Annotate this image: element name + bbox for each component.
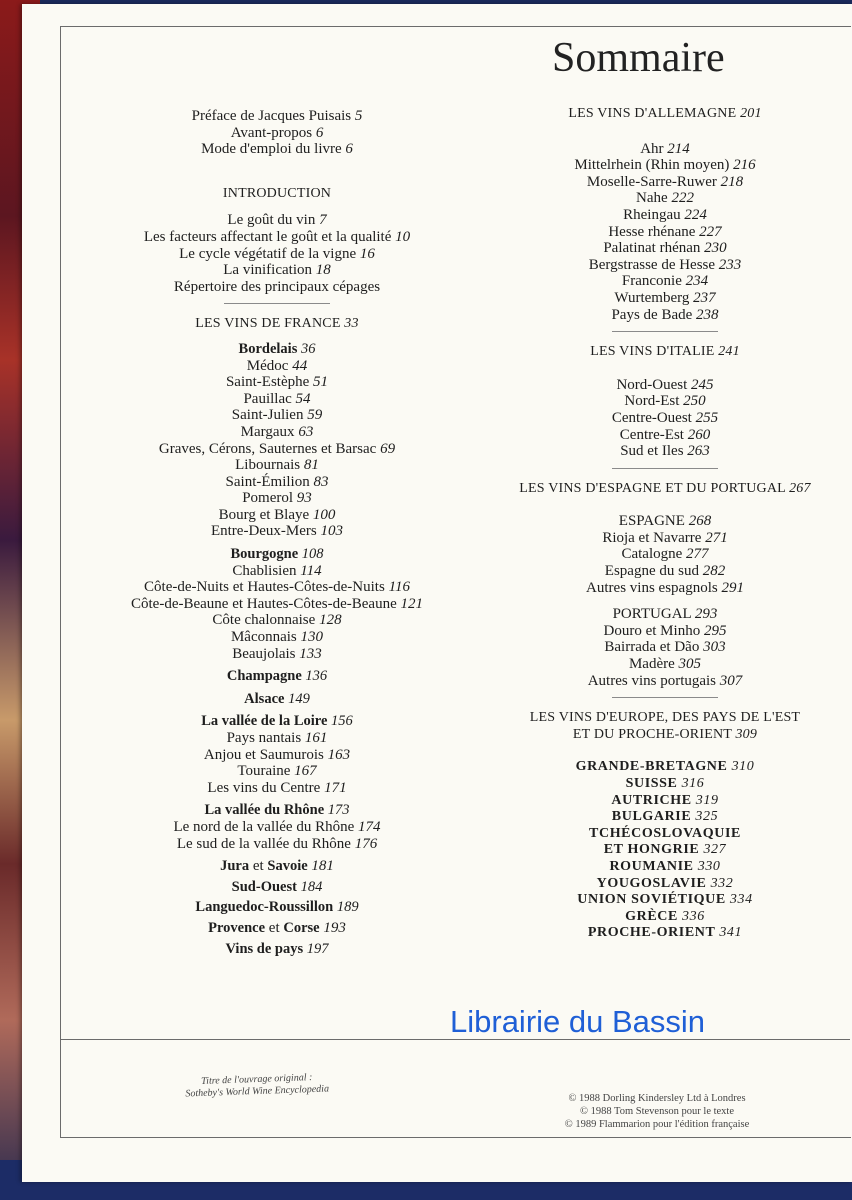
toc-entry: La vinification 18	[223, 262, 331, 279]
region-heading: Sud-Ouest 184	[231, 878, 323, 895]
original-title-value: Sotheby's World Wine Encyclopedia	[185, 1083, 330, 1100]
region-heading: Bourgogne 108	[230, 546, 324, 563]
section-rule	[612, 331, 718, 332]
region-heading: Provence et Corse 193	[208, 919, 346, 936]
toc-entry: Chablisien 114	[232, 562, 322, 579]
country-heading: PORTUGAL 293	[612, 606, 718, 623]
toc-entry: Wurtemberg 237	[614, 289, 716, 306]
toc-entry: Moselle-Sarre-Ruwer 218	[586, 173, 744, 190]
toc-entry: Centre-Ouest 255	[611, 409, 719, 426]
toc-entry: Préface de Jacques Puisais 5	[191, 108, 363, 124]
copyright-line: © 1988 Dorling Kindersley Ltd à Londres	[568, 1093, 746, 1104]
toc-entry: Côte-de-Nuits et Hautes-Côtes-de-Nuits 116	[144, 579, 410, 596]
section-rule	[612, 468, 718, 469]
toc-entry: Beaujolais 133	[232, 645, 322, 662]
country-entry: ET HONGRIE 327	[603, 842, 727, 858]
section-heading-introduction: INTRODUCTION	[222, 185, 332, 201]
toc-entry: Palatinat rhénan 230	[603, 240, 727, 257]
toc-entry: Mâconnais 130	[230, 629, 324, 646]
section-rule	[612, 697, 718, 698]
front-matter	[82, 108, 472, 158]
region-heading: La vallée de la Loire 156	[201, 713, 353, 730]
left-column	[82, 108, 472, 957]
section-heading-line: ET DU PROCHE-ORIENT 309	[572, 726, 758, 742]
toc-entry: Le goût du vin 7	[227, 212, 327, 229]
section-heading-italie: LES VINS D'ITALIE 241	[590, 344, 740, 360]
toc-entry: Rioja et Navarre 271	[602, 529, 728, 546]
original-title-label: Titre de l'ouvrage original :	[201, 1072, 313, 1087]
country-entry: BULGARIE 325	[611, 809, 719, 825]
copyright-line: © 1988 Tom Stevenson pour le texte	[579, 1106, 735, 1117]
toc-entry: Touraine 167	[237, 763, 317, 780]
region-heading: Champagne 136	[226, 668, 328, 685]
toc-entry: Les facteurs affectant le goût et la qualité 10	[143, 228, 411, 245]
toc-entry: Graves, Cérons, Sauternes et Barsac 69	[158, 440, 396, 457]
toc-entry: Catalogne 277	[621, 546, 709, 563]
toc-entry: Franconie 234	[621, 273, 709, 290]
right-column	[480, 106, 850, 942]
section-heading-espagne-portugal: LES VINS D'ESPAGNE ET DU PORTUGAL 267	[519, 480, 811, 496]
toc-entry: Pays de Bade 238	[611, 306, 719, 323]
toc-entry: Mode d'emploi du livre 6	[201, 141, 353, 158]
country-entry: GRÈCE 336	[625, 908, 705, 924]
country-entry: YOUGOSLAVIE 332	[596, 875, 734, 891]
toc-entry: Bergstrasse de Hesse 233	[588, 256, 742, 273]
toc-entry: Côte chalonnaise 128	[212, 612, 342, 629]
toc-entry: Saint-Émilion 83	[225, 473, 329, 490]
country-entry: ROUMANIE 330	[609, 858, 721, 874]
toc-entry: Pauillac 54	[243, 390, 311, 407]
toc-entry: Autres vins portugais 307	[587, 672, 743, 689]
page-title: Sommaire	[552, 35, 725, 81]
region-heading: Jura et Savoie 181	[220, 858, 334, 875]
copyright-block	[542, 1092, 772, 1131]
toc-entry: Le nord de la vallée du Rhône 174	[173, 818, 381, 835]
toc-entry: Côte-de-Beaune et Hautes-Côtes-de-Beaune 121	[131, 595, 423, 612]
toc-entry: Mittelrhein (Rhin moyen) 216	[574, 157, 756, 174]
region-heading: La vallée du Rhône 173	[204, 802, 350, 819]
toc-entry: Bairrada et Dão 303	[604, 639, 726, 656]
toc-entry: Le cycle végétatif de la vigne 16	[179, 245, 375, 262]
watermark-text: Librairie du Bassin	[450, 1004, 706, 1039]
book-page	[22, 4, 852, 1182]
country-entry: AUTRICHE 319	[611, 792, 719, 808]
toc-entry: Ahr 214	[640, 140, 690, 157]
toc-entry: Le sud de la vallée du Rhône 176	[176, 835, 378, 852]
section-heading-europe	[480, 710, 850, 743]
toc-entry: Libournais 81	[235, 457, 319, 474]
region-heading: Languedoc-Roussillon 189	[195, 899, 359, 916]
section-heading-france: LES VINS DE FRANCE 33	[195, 316, 359, 332]
toc-entry: Anjou et Saumurois 163	[203, 746, 351, 763]
toc-entry: Médoc 44	[246, 357, 308, 374]
section-heading-allemagne: LES VINS D'ALLEMAGNE 201	[568, 106, 762, 121]
region-heading: Bordelais 36	[238, 340, 316, 357]
toc-entry: Espagne du sud 282	[604, 563, 726, 580]
toc-entry: Nord-Ouest 245	[616, 376, 714, 393]
toc-entry: Nahe 222	[636, 190, 694, 207]
toc-entry: Bourg et Blaye 100	[218, 506, 336, 523]
toc-entry: Saint-Estèphe 51	[225, 374, 329, 391]
toc-entry: Madère 305	[628, 656, 702, 673]
toc-entry: Pays nantais 161	[226, 730, 328, 746]
toc-entry: Les vins du Centre 171	[207, 779, 347, 796]
copyright-line: © 1989 Flammarion pour l'édition française	[564, 1119, 750, 1130]
toc-entry: Nord-Est 250	[624, 393, 706, 410]
toc-entry: Rheingau 224	[623, 206, 707, 223]
toc-entry: Entre-Deux-Mers 103	[210, 523, 344, 540]
region-heading: Alsace 149	[244, 690, 310, 707]
toc-entry: Hesse rhénane 227	[608, 223, 722, 240]
toc-entry: Centre-Est 260	[619, 426, 711, 443]
country-entry: PROCHE-ORIENT 341	[587, 925, 743, 941]
country-heading: ESPAGNE 268	[618, 513, 712, 530]
region-heading: Vins de pays 197	[225, 940, 329, 957]
toc-entry: Avant-propos 6	[230, 124, 324, 141]
toc-entry: Sud et Iles 263	[620, 443, 710, 460]
toc-entry: Margaux 63	[240, 423, 314, 440]
toc-entry: Douro et Minho 295	[603, 622, 727, 639]
toc-entry: Répertoire des principaux cépages	[173, 278, 381, 295]
country-entry: SUISSE 316	[625, 776, 705, 791]
country-entry: UNION SOVIÉTIQUE 334	[577, 892, 753, 908]
section-heading-line: LES VINS D'EUROPE, DES PAYS DE L'EST	[529, 710, 801, 726]
toc-entry: Pomerol 93	[242, 490, 312, 507]
country-entry: TCHÉCOSLOVAQUIE	[589, 825, 741, 841]
toc-entry: Autres vins espagnols 291	[586, 579, 744, 596]
country-entry: GRANDE-BRETAGNE 310	[575, 759, 755, 775]
section-rule	[224, 303, 330, 304]
toc-entry: Saint-Julien 59	[231, 407, 323, 424]
